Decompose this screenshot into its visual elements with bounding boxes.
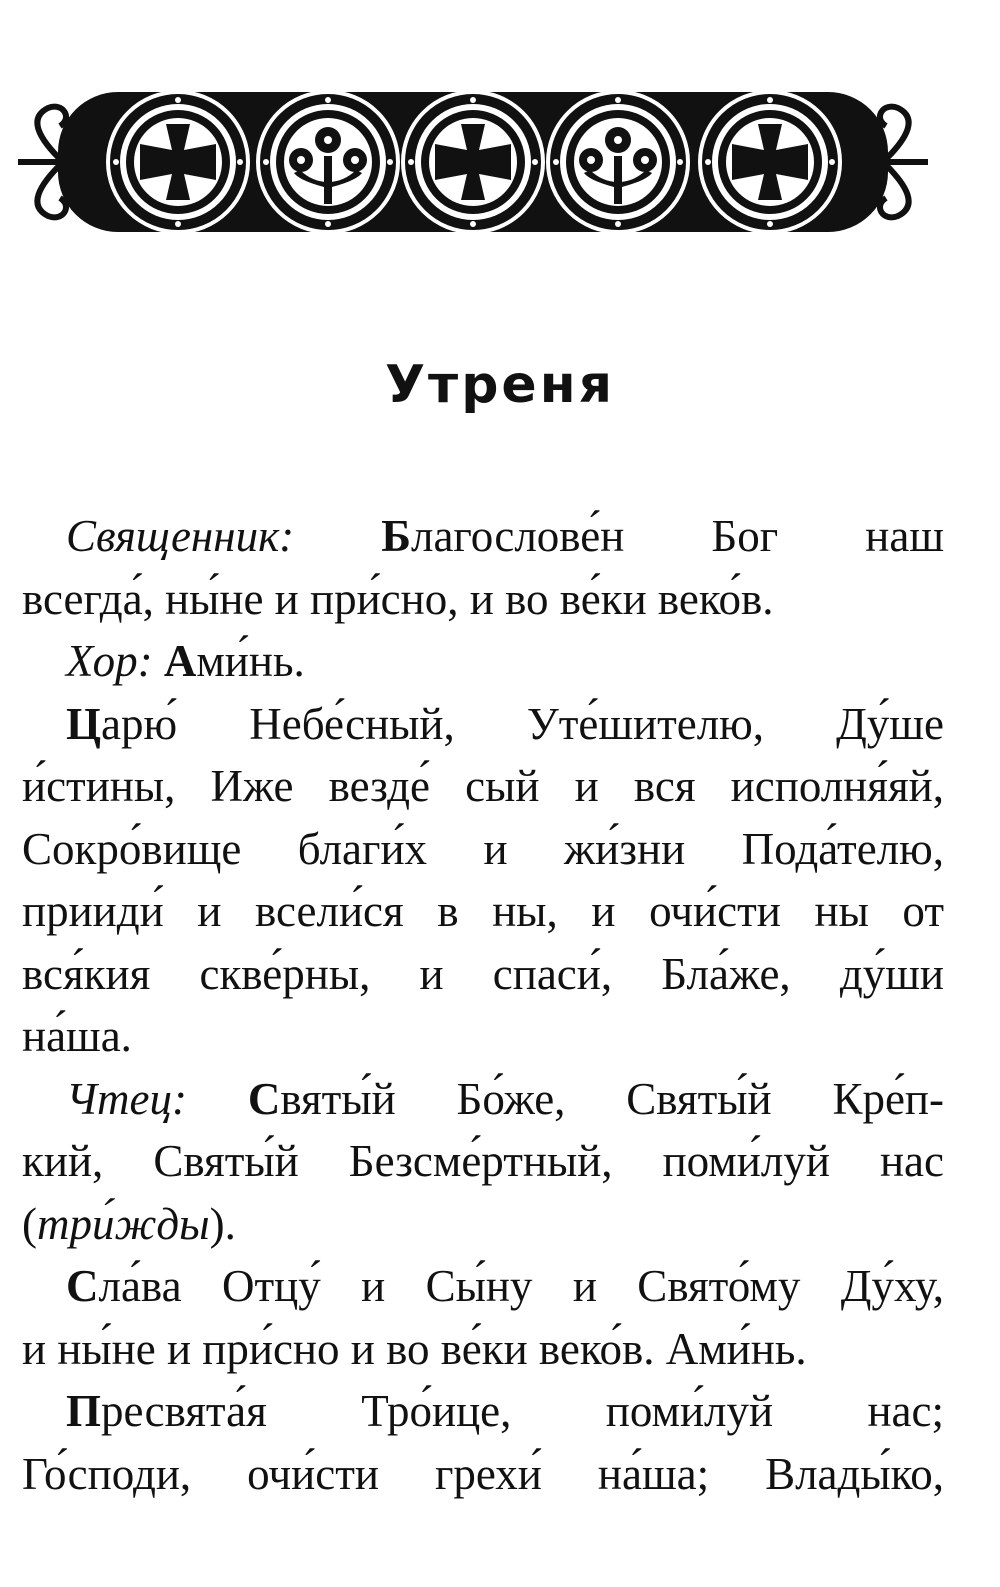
text-line [22,755,944,818]
text-line [22,505,944,568]
line-text: Сокро́вище благи́х и жи́зни Пода́телю, [22,823,944,874]
liturgical-text [22,505,944,1505]
rubric-thrice: три́жды [37,1198,210,1249]
paragraph-heavenly-king [22,693,944,1068]
line-text: на́ша. [22,1011,132,1061]
line-text: всегда́, ны́не и при́сно, и во ве́ки веко́в. [22,573,774,624]
text-line [22,1068,944,1131]
text-line [22,693,944,756]
line-text: ресвята́я Тро́ице, поми́луй нас; [101,1386,944,1436]
medallion-cross-2 [403,92,543,232]
initial-letter: П [66,1386,102,1436]
paragraph-choir [22,630,944,693]
initial-letter: А [163,636,197,686]
line-text: кий, Святы́й Безсме́ртный, поми́луй нас [22,1136,944,1186]
initial-letter: Б [381,511,411,561]
initial-letter: С [66,1261,99,1311]
line-text: ми́нь. [196,636,305,686]
line-text: Го́споди, очи́сти грехи́ на́ша; Влады́ко, [22,1448,944,1499]
medallion-cross-1 [108,92,248,232]
page-title: Утреня [384,355,616,415]
paragraph-trinity [22,1380,944,1505]
text-line [22,1005,944,1068]
paren-open: ( [22,1198,37,1249]
text-line [22,568,944,631]
line-text: вяты́й Бо́же, Святы́й Кре́п- [280,1073,944,1124]
speaker-role: Хор: [66,636,153,686]
line-text: и́стины, Иже везде́ сый и вся исполня́яй, [22,761,944,811]
line-text: ла́ва Отцу́ и Сы́ну и Свято́му Ду́ху, [98,1261,944,1311]
text-line [22,630,944,693]
paragraph-glory [22,1255,944,1380]
initial-letter: С [247,1073,281,1124]
medallion-cross-3 [700,92,840,232]
text-line [22,1318,944,1381]
medallion-tree-2 [548,92,688,232]
left-scroll-ornament [18,107,66,218]
text-line [22,1380,944,1443]
line-text: арю́ Небе́сный, Уте́шителю, Ду́ше [101,698,944,749]
speaker-role: Священник: [66,511,295,561]
paragraph-reader [22,1068,944,1256]
text-line [22,1443,944,1506]
text-line [22,1130,944,1193]
initial-letter: Ц [66,698,102,749]
paren-close: ). [209,1198,236,1249]
text-line [22,943,944,1006]
text-line [22,1193,944,1256]
line-text: вся́кия скве́рны, и спаси́, Бла́же, ду́ши [22,948,944,999]
text-line [22,880,944,943]
line-text: прииди́ и всели́ся в ны, и очи́сти ны от [22,886,944,936]
paragraph-priest [22,505,944,630]
speaker-role: Чтец: [66,1073,187,1124]
text-line [22,1255,944,1318]
ornamental-header-band [18,78,928,246]
medallion-tree-1 [258,92,398,232]
line-text: и ны́не и при́сно и во ве́ки веко́в. Ами́нь. [22,1323,807,1374]
line-text: лагослове́н Бог наш [410,511,945,561]
text-line [22,818,944,881]
right-scroll-ornament [880,107,928,218]
